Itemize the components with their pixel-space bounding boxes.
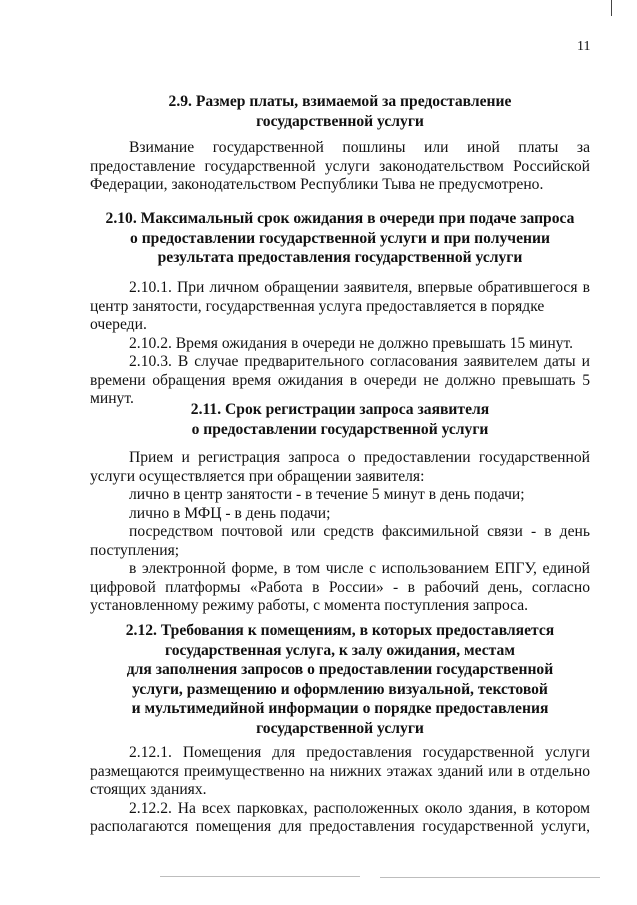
text-line: предоставление государственной услуги законодательством Российской bbox=[90, 157, 590, 175]
text-line: посредством почтовой или средств факсимильной связи - в день bbox=[129, 523, 590, 540]
heading-line: 2.9. Размер платы, взимаемой за предоставление bbox=[168, 93, 512, 110]
text-line: лично в центр занятости - в течение 5 минут в день подачи; bbox=[129, 486, 525, 503]
section-heading-2-9 bbox=[90, 92, 590, 131]
section-heading-2-11 bbox=[90, 400, 590, 439]
text-line: 2.12.1. Помещения для предоставления государственной услуги bbox=[129, 744, 590, 761]
scan-edge-mark bbox=[611, 0, 612, 16]
heading-line: услуги, размещению и оформлению визуальной, текстовой bbox=[132, 680, 548, 698]
section-body-2-10 bbox=[90, 279, 590, 409]
heading-line: 2.12. Требования к помещениям, в которых предоставляется bbox=[125, 622, 555, 639]
text-line: цифровой платформы «Работа в России» - в рабочий день, согласно bbox=[90, 578, 590, 596]
text-line: услуги осуществляется при обращении заявителя: bbox=[90, 467, 425, 485]
text-line: Взимание государственной пошлины или иной платы за bbox=[129, 139, 590, 156]
page-number: 11 bbox=[577, 39, 591, 54]
text-line: минут. bbox=[90, 390, 134, 407]
section-body-2-9 bbox=[90, 139, 590, 195]
section-heading-2-10 bbox=[90, 209, 590, 268]
section-body-2-12 bbox=[90, 744, 590, 837]
heading-line: государственная услуга, к залу ожидания, местам bbox=[165, 641, 515, 659]
scan-artifact-line bbox=[380, 877, 600, 878]
heading-line: государственной услуги bbox=[256, 112, 424, 130]
heading-line: о предоставлении государственной услуги bbox=[191, 420, 489, 438]
heading-line: и мультимедийной информации о порядке предоставления bbox=[131, 700, 549, 717]
text-line: Федерации, законодательством Республики Тыва не предусмотрено. bbox=[90, 176, 544, 193]
section-heading-2-12 bbox=[90, 621, 590, 738]
text-line: поступления; bbox=[90, 541, 180, 559]
text-line: 2.10.3. В случае предварительного согласования заявителем даты и bbox=[129, 353, 590, 370]
section-body-2-11 bbox=[90, 449, 590, 616]
text-line: располагаются помещения для предоставления государственной услуги, bbox=[90, 818, 590, 835]
heading-line: о предоставлении государственной услуги и при получении bbox=[130, 229, 550, 247]
text-line: центр занятости, государственная услуга предоставляется в порядке очереди. bbox=[90, 297, 545, 333]
text-line: времени обращения время ожидания в очереди не должно превышать 5 bbox=[90, 371, 590, 389]
text-line: в электронной форме, в том числе с использованием ЕПГУ, единой bbox=[129, 560, 590, 577]
text-line: размещаются преимущественно на нижних этажах зданий или в отдельно bbox=[90, 762, 590, 780]
heading-line: 2.11. Срок регистрации запроса заявителя bbox=[190, 401, 490, 418]
heading-line: 2.10. Максимальный срок ожидания в очереди при подаче запроса bbox=[105, 210, 575, 227]
text-line: 2.10.2. Время ожидания в очереди не должно превышать 15 минут. bbox=[129, 334, 574, 352]
scan-artifact-line bbox=[160, 876, 360, 877]
text-line: 2.10.1. При личном обращении заявителя, впервые обратившегося в bbox=[129, 279, 590, 296]
text-line: стоящих зданиях. bbox=[90, 781, 207, 798]
text-line: 2.12.2. На всех парковках, расположенных около здания, в котором bbox=[129, 799, 590, 817]
text-line: Прием и регистрация запроса о предоставлении государственной bbox=[129, 449, 590, 466]
heading-line: результата предоставления государственной услуги bbox=[157, 249, 523, 266]
text-line: лично в МФЦ - в день подачи; bbox=[129, 504, 331, 522]
text-line: установленному режиму работы, с момента поступления запроса. bbox=[90, 597, 529, 614]
heading-line: для заполнения запросов о предоставлении государственной bbox=[126, 661, 554, 678]
heading-line: государственной услуги bbox=[256, 719, 424, 737]
